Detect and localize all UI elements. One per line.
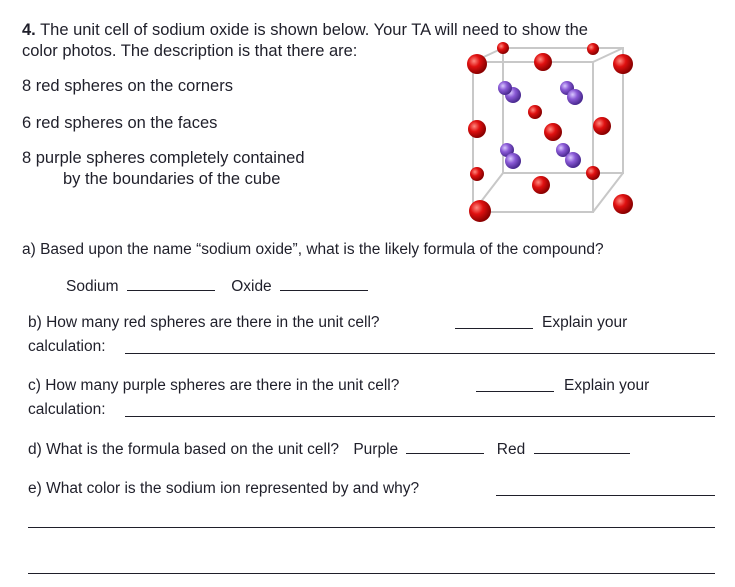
purple-sphere: [567, 89, 583, 105]
purple-sphere: [505, 153, 521, 169]
red-sphere: [586, 166, 600, 180]
red-sphere: [613, 194, 633, 214]
part-e-answer-line-3[interactable]: [28, 573, 715, 574]
question-number: 4.: [22, 21, 36, 39]
purple-label: Purple: [353, 441, 399, 458]
part-b-explain: Explain your: [542, 314, 628, 331]
part-c-explain: Explain your: [564, 377, 650, 394]
part-c-calculation-line[interactable]: [125, 416, 715, 417]
red-formula-blank[interactable]: [534, 439, 630, 454]
sodium-blank[interactable]: [127, 276, 215, 291]
red-sphere: [528, 105, 542, 119]
red-sphere: [613, 54, 633, 74]
part-a-prompt: a) Based upon the name “sodium oxide”, what is the likely formula of the compound?: [22, 241, 604, 258]
question-intro-line1: 4. The unit cell of sodium oxide is shown below. Your TA will need to show the: [22, 21, 588, 39]
purple-sphere: [565, 152, 581, 168]
description-red-corners: 8 red spheres on the corners: [22, 77, 233, 95]
purple-formula-blank[interactable]: [406, 439, 484, 454]
description-red-faces: 6 red spheres on the faces: [22, 114, 218, 132]
part-c-calculation-label: calculation:: [28, 401, 106, 418]
part-e-prompt: e) What color is the sodium ion represented by and why?: [28, 480, 420, 497]
red-sphere: [587, 43, 599, 55]
part-e-answer-line-2[interactable]: [28, 527, 715, 528]
red-sphere: [544, 123, 562, 141]
red-sphere: [497, 42, 509, 54]
part-b-prompt: b) How many red spheres are there in the unit cell?: [28, 314, 380, 331]
unit-cell-image: [455, 40, 640, 230]
purple-count-blank[interactable]: [476, 377, 554, 392]
question-intro-line2: color photos. The description is that there are:: [22, 42, 358, 60]
red-spheres: [467, 42, 633, 222]
description-purple-line2: by the boundaries of the cube: [63, 170, 281, 188]
red-sphere: [468, 120, 486, 138]
red-count-blank[interactable]: [455, 314, 533, 329]
oxide-label: Oxide: [231, 278, 272, 295]
part-c-prompt: c) How many purple spheres are there in the unit cell?: [28, 377, 400, 394]
purple-sphere: [498, 81, 512, 95]
part-a-answer-row: [66, 276, 368, 297]
red-sphere: [593, 117, 611, 135]
part-d-row: [28, 439, 630, 460]
purple-spheres: [498, 81, 583, 169]
red-label: Red: [496, 441, 526, 458]
red-sphere: [532, 176, 550, 194]
red-sphere: [534, 53, 552, 71]
red-sphere: [467, 54, 487, 74]
part-d-prompt: d) What is the formula based on the unit cell?: [28, 441, 340, 458]
part-e-answer-blank[interactable]: [496, 481, 715, 496]
red-sphere: [470, 167, 484, 181]
part-b-calculation-line[interactable]: [125, 353, 715, 354]
part-b-calculation-label: calculation:: [28, 338, 106, 355]
sodium-label: Sodium: [66, 278, 119, 295]
description-purple-line1: 8 purple spheres completely contained: [22, 149, 305, 167]
oxide-blank[interactable]: [280, 276, 368, 291]
red-sphere: [469, 200, 491, 222]
